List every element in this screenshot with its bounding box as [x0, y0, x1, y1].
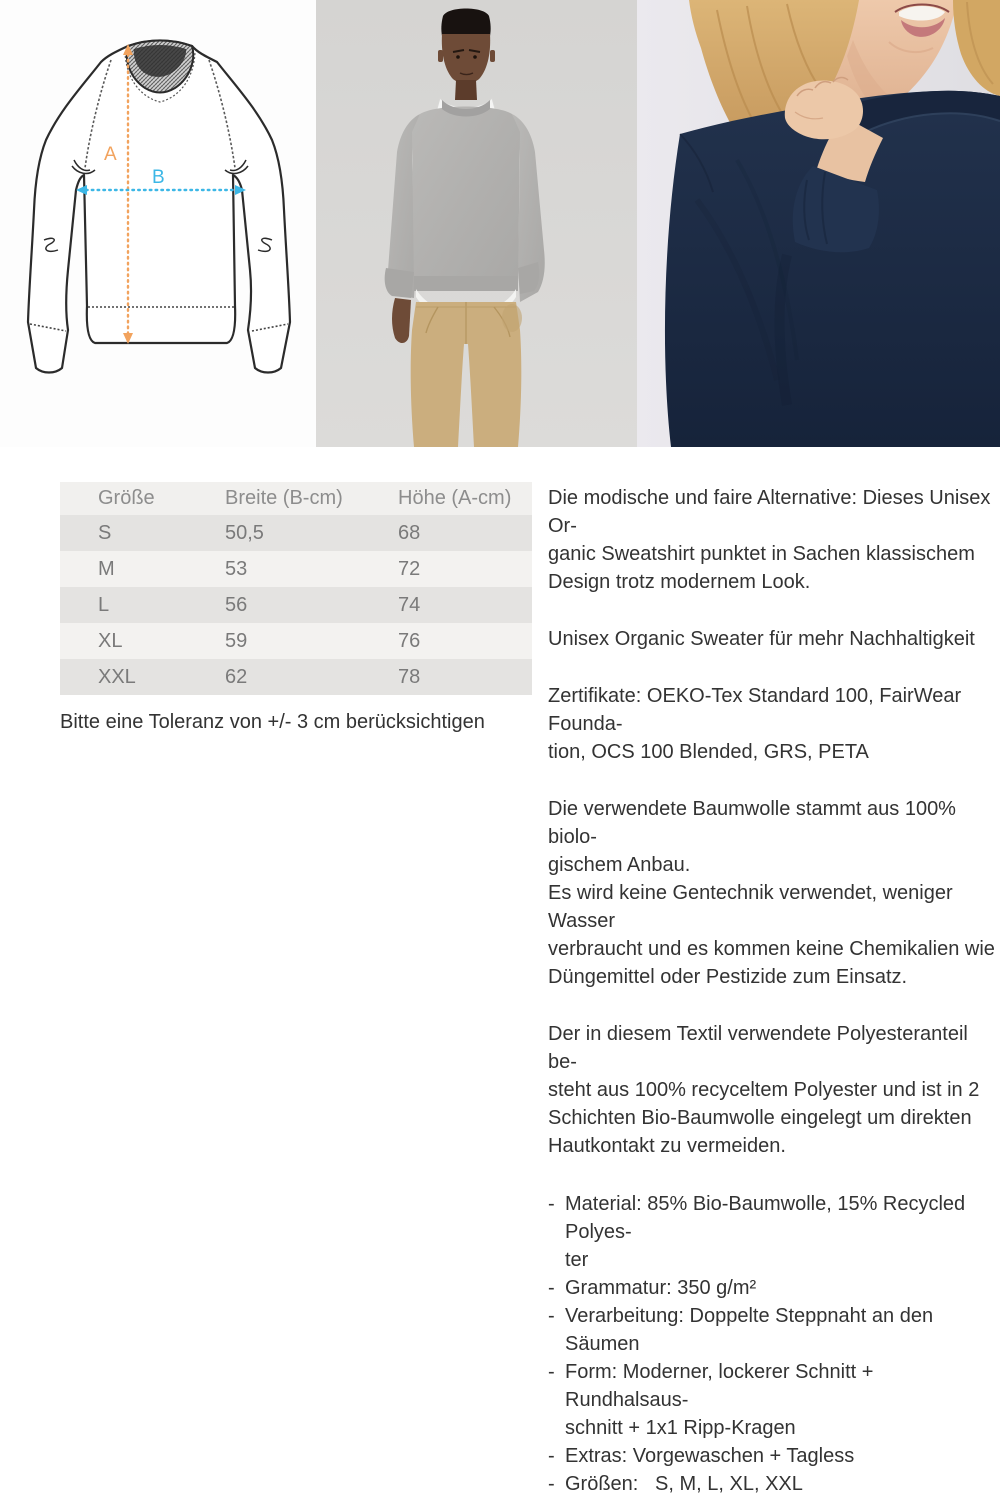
- spec-item-groessen: [548, 1470, 1000, 1498]
- spec-line: schnitt + 1x1 Ripp-Kragen: [565, 1417, 796, 1439]
- spec-line: Größen: S, M, L, XL, XXL: [565, 1473, 803, 1495]
- bullet-dash: -: [548, 1305, 555, 1327]
- model-photo-female: [637, 0, 1000, 447]
- measurement-b-label: B: [152, 167, 165, 188]
- column-header-groesse: Größe: [98, 487, 155, 509]
- size-cell: M: [98, 557, 115, 580]
- description-line: Es wird keine Gentechnik verwendet, weniger Wasser: [548, 882, 953, 932]
- male-hand: [392, 298, 411, 343]
- size-diagram: [0, 0, 316, 447]
- table-row: [60, 515, 532, 551]
- description-paragraph: [548, 484, 1000, 596]
- size-table-header: [60, 482, 532, 515]
- hoehe-cell: 72: [398, 557, 421, 580]
- spec-line: Grammatur: 350 g/m²: [565, 1277, 757, 1299]
- product-description: [548, 484, 1000, 1498]
- hoehe-cell: 74: [398, 593, 421, 616]
- hoehe-cell: 76: [398, 629, 421, 652]
- description-line: Hautkontakt zu vermeiden.: [548, 1135, 786, 1157]
- breite-cell: 50,5: [225, 521, 264, 544]
- size-cell: XL: [98, 629, 123, 652]
- spec-item-grammatur: [548, 1274, 1000, 1302]
- table-row: [60, 659, 532, 695]
- description-line: verbraucht und es kommen keine Chemikalien wie: [548, 938, 995, 960]
- size-cell: XXL: [98, 665, 136, 688]
- hoehe-cell: 78: [398, 665, 421, 688]
- sweatshirt-diagram-svg: [0, 0, 316, 447]
- size-cell: L: [98, 593, 110, 616]
- spec-line: ter: [565, 1249, 589, 1271]
- female-model-svg: [637, 0, 1000, 447]
- description-line: steht aus 100% recyceltem Polyester und ist in 2: [548, 1079, 980, 1101]
- spec-list: [548, 1190, 1000, 1498]
- bullet-dash: -: [548, 1193, 555, 1215]
- model-photo-male: [316, 0, 637, 447]
- description-line: Zertifikate: OEKO-Tex Standard 100, FairWear Founda-: [548, 685, 962, 735]
- description-line: Düngemittel oder Pestizide zum Einsatz.: [548, 966, 908, 988]
- description-paragraph: [548, 625, 1000, 653]
- description-line: Die verwendete Baumwolle stammt aus 100% biolo-: [548, 798, 956, 848]
- description-line: gischem Anbau.: [548, 854, 691, 876]
- bullet-dash: -: [548, 1445, 555, 1467]
- description-line: Design trotz modernem Look.: [548, 571, 811, 593]
- spec-item-verarbeitung: [548, 1302, 1000, 1358]
- column-header-breite: Breite (B-cm): [225, 487, 343, 509]
- spec-item-material: [548, 1190, 1000, 1274]
- spec-line: Form: Moderner, lockerer Schnitt + Rundhalsaus-: [565, 1361, 874, 1411]
- description-line: tion, OCS 100 Blended, GRS, PETA: [548, 741, 869, 763]
- description-paragraph: [548, 1020, 1000, 1160]
- breite-cell: 56: [225, 593, 248, 616]
- tolerance-note: Bitte eine Toleranz von +/- 3 cm berücksichtigen: [60, 711, 485, 733]
- spec-item-extras: [548, 1442, 1000, 1470]
- description-line: Die modische und faire Alternative: Dieses Unisex Or-: [548, 487, 991, 537]
- column-header-hoehe: Höhe (A-cm): [398, 487, 512, 509]
- grey-sweatshirt: [385, 100, 545, 302]
- table-row: [60, 623, 532, 659]
- description-line: Unisex Organic Sweater für mehr Nachhaltigkeit: [548, 628, 975, 650]
- measurement-a-label: A: [104, 144, 117, 165]
- description-paragraph: [548, 795, 1000, 991]
- spec-item-form: [548, 1358, 1000, 1442]
- size-table: [60, 482, 532, 695]
- breite-cell: 59: [225, 629, 248, 652]
- hoehe-cell: 68: [398, 521, 421, 544]
- spec-line: Verarbeitung: Doppelte Steppnaht an den Säumen: [565, 1305, 934, 1355]
- spec-line: Extras: Vorgewaschen + Tagless: [565, 1445, 855, 1467]
- bullet-dash: -: [548, 1277, 555, 1299]
- spec-line: Material: 85% Bio-Baumwolle, 15% Recycled Polyes-: [565, 1193, 966, 1243]
- description-paragraph: [548, 682, 1000, 766]
- table-row: [60, 551, 532, 587]
- bullet-dash: -: [548, 1473, 555, 1495]
- description-line: ganic Sweatshirt punktet in Sachen klassischem: [548, 543, 975, 565]
- bullet-dash: -: [548, 1361, 555, 1383]
- size-cell: S: [98, 521, 112, 544]
- breite-cell: 62: [225, 665, 248, 688]
- table-row: [60, 587, 532, 623]
- male-model-svg: [316, 0, 637, 447]
- breite-cell: 53: [225, 557, 248, 580]
- description-line: Schichten Bio-Baumwolle eingelegt um direkten: [548, 1107, 972, 1129]
- description-line: Der in diesem Textil verwendete Polyesteranteil be-: [548, 1023, 968, 1073]
